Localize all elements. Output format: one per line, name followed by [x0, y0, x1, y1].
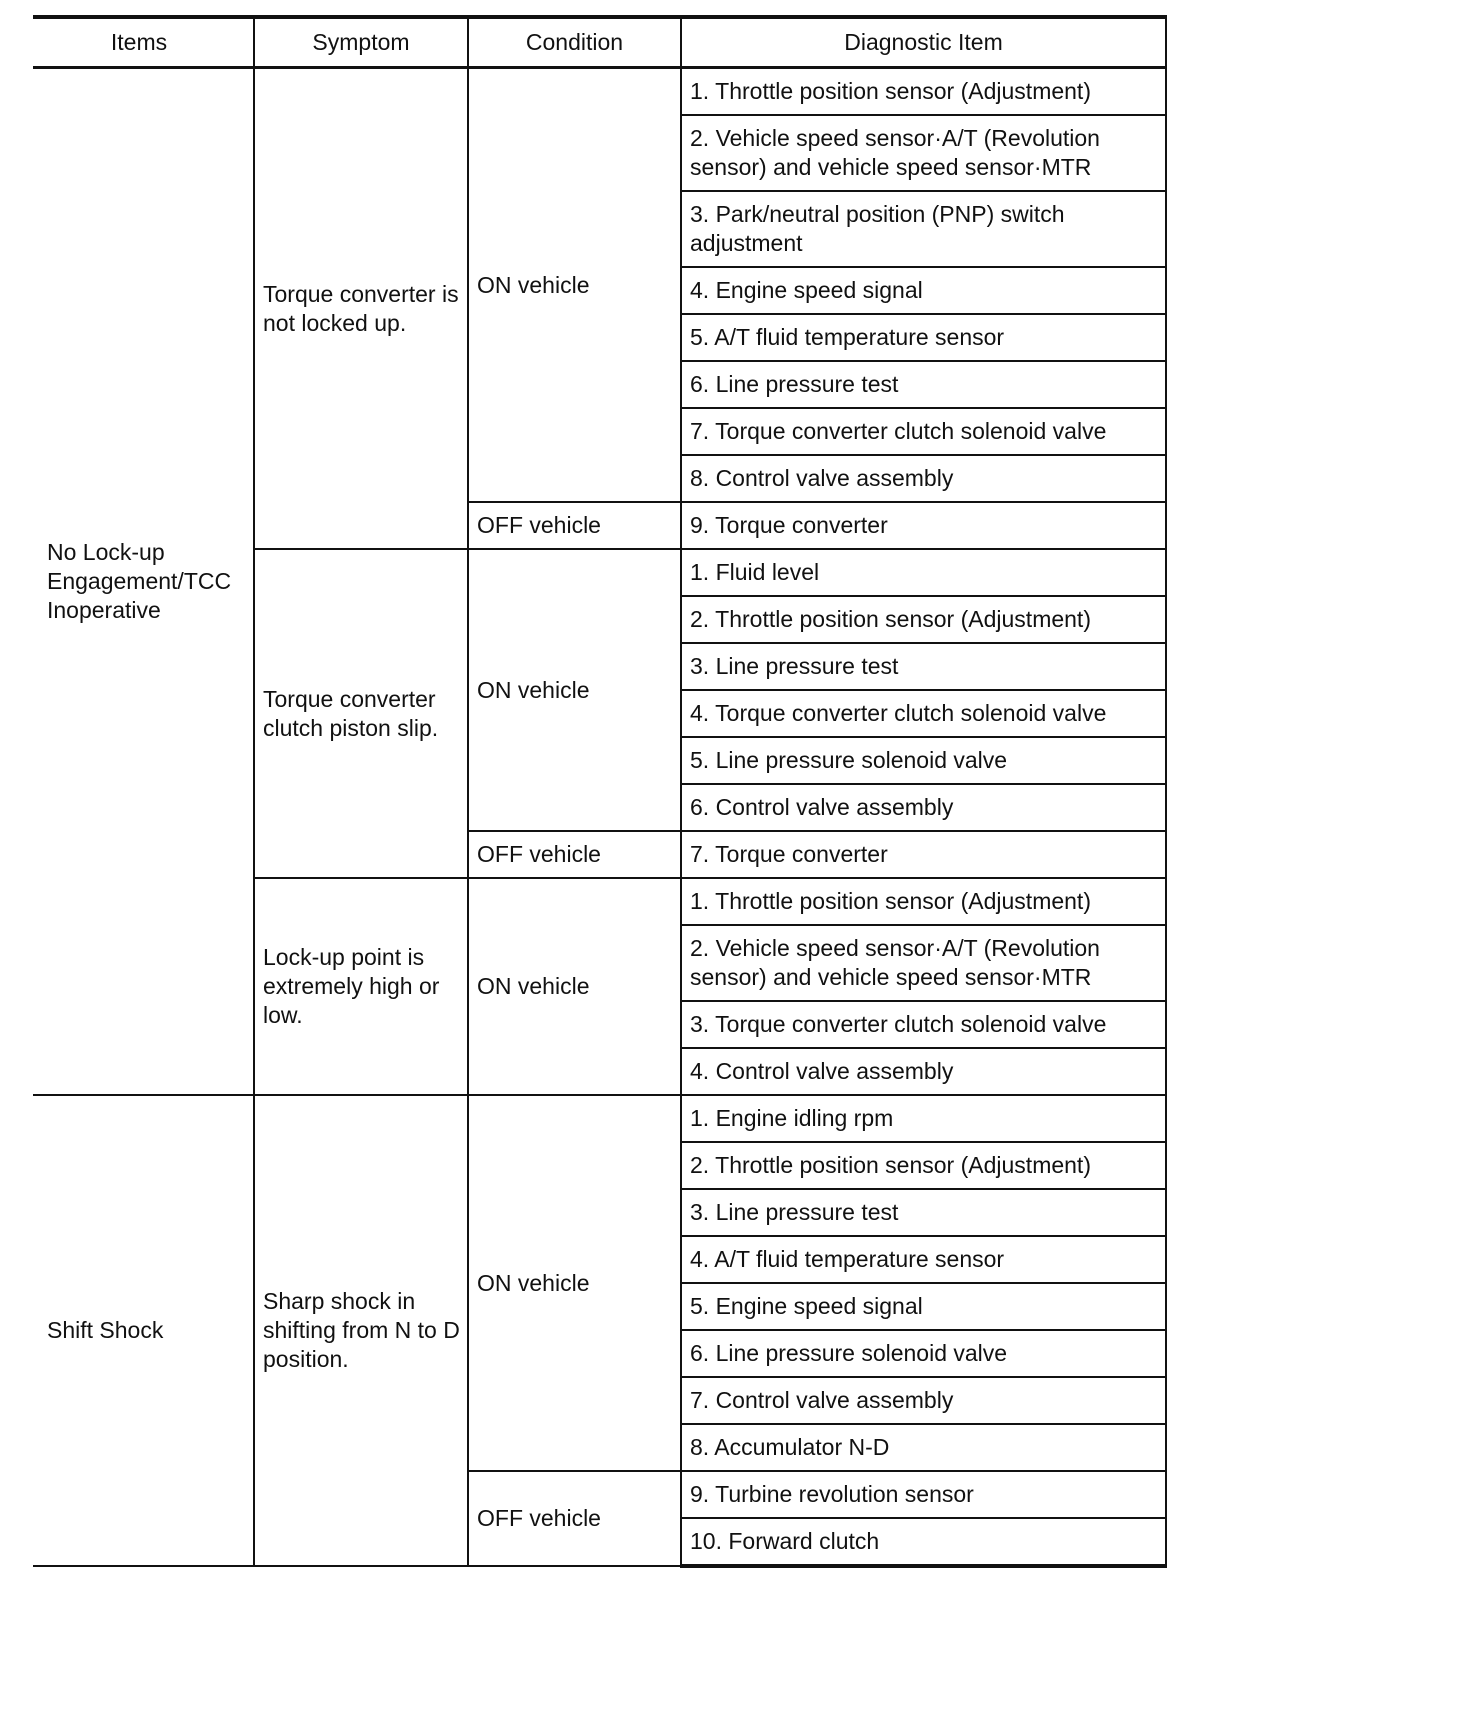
- diagnostic-cell: 7. Control valve assembly: [681, 1377, 1166, 1424]
- diagnostic-cell: 9. Turbine revolution sensor: [681, 1471, 1166, 1518]
- diagnostic-cell: 10. Forward clutch: [681, 1518, 1166, 1566]
- diagnostic-cell: 9. Torque converter: [681, 502, 1166, 549]
- diagnostic-cell: 3. Line pressure test: [681, 1189, 1166, 1236]
- diagnostic-cell: 2. Throttle position sensor (Adjustment): [681, 1142, 1166, 1189]
- diagnostic-cell: 3. Torque converter clutch solenoid valve: [681, 1001, 1166, 1048]
- diagnostic-cell: 5. Line pressure solenoid valve: [681, 737, 1166, 784]
- diagnostic-cell: 6. Line pressure test: [681, 361, 1166, 408]
- item-cell-no-lockup: No Lock-up Engagement/TCC Inoperative: [33, 68, 254, 1096]
- diagnostic-cell: 7. Torque converter: [681, 831, 1166, 878]
- diagnostic-cell: 4. Engine speed signal: [681, 267, 1166, 314]
- diagnostic-cell: 5. Engine speed signal: [681, 1283, 1166, 1330]
- condition-cell: OFF vehicle: [468, 1471, 681, 1566]
- header-symptom: Symptom: [254, 17, 468, 68]
- diagnostic-cell: 2. Throttle position sensor (Adjustment): [681, 596, 1166, 643]
- diagnostic-cell: 8. Control valve assembly: [681, 455, 1166, 502]
- diagnostic-cell: 2. Vehicle speed sensor·A/T (Revolution sensor) and vehicle speed sensor·MTR: [681, 925, 1166, 1001]
- diagnostic-cell: 2. Vehicle speed sensor·A/T (Revolution sensor) and vehicle speed sensor·MTR: [681, 115, 1166, 191]
- diagnostic-cell: 1. Throttle position sensor (Adjustment): [681, 68, 1166, 116]
- condition-cell: ON vehicle: [468, 549, 681, 831]
- diagnostic-cell: 1. Engine idling rpm: [681, 1095, 1166, 1142]
- diagnostic-cell: 3. Park/neutral position (PNP) switch adjustment: [681, 191, 1166, 267]
- diagnostic-cell: 1. Throttle position sensor (Adjustment): [681, 878, 1166, 925]
- diagnostic-cell: 3. Line pressure test: [681, 643, 1166, 690]
- diagnostic-cell: 6. Control valve assembly: [681, 784, 1166, 831]
- header-diagnostic-item: Diagnostic Item: [681, 17, 1166, 68]
- condition-cell: ON vehicle: [468, 68, 681, 503]
- diagnostic-table: [33, 15, 1167, 1568]
- table-row: [33, 1095, 1166, 1142]
- symptom-cell-sharp-shock: Sharp shock in shifting from N to D position.: [254, 1095, 468, 1566]
- header-items: Items: [33, 17, 254, 68]
- diagnostic-cell: 7. Torque converter clutch solenoid valve: [681, 408, 1166, 455]
- diagnostic-cell: 5. A/T fluid temperature sensor: [681, 314, 1166, 361]
- condition-cell: OFF vehicle: [468, 502, 681, 549]
- symptom-cell-not-locked-up: Torque converter is not locked up.: [254, 68, 468, 550]
- diagnostic-cell: 4. A/T fluid temperature sensor: [681, 1236, 1166, 1283]
- condition-cell: OFF vehicle: [468, 831, 681, 878]
- item-cell-shift-shock: Shift Shock: [33, 1095, 254, 1566]
- condition-cell: ON vehicle: [468, 878, 681, 1095]
- header-row: [33, 17, 1166, 68]
- condition-cell: ON vehicle: [468, 1095, 681, 1471]
- diagnostic-cell: 4. Control valve assembly: [681, 1048, 1166, 1095]
- diagnostic-cell: 1. Fluid level: [681, 549, 1166, 596]
- symptom-cell-piston-slip: Torque converter clutch piston slip.: [254, 549, 468, 878]
- diagnostic-cell: 4. Torque converter clutch solenoid valve: [681, 690, 1166, 737]
- symptom-cell-lockup-point: Lock-up point is extremely high or low.: [254, 878, 468, 1095]
- header-condition: Condition: [468, 17, 681, 68]
- diagnostic-cell: 6. Line pressure solenoid valve: [681, 1330, 1166, 1377]
- diagnostic-cell: 8. Accumulator N-D: [681, 1424, 1166, 1471]
- table-row: [33, 68, 1166, 116]
